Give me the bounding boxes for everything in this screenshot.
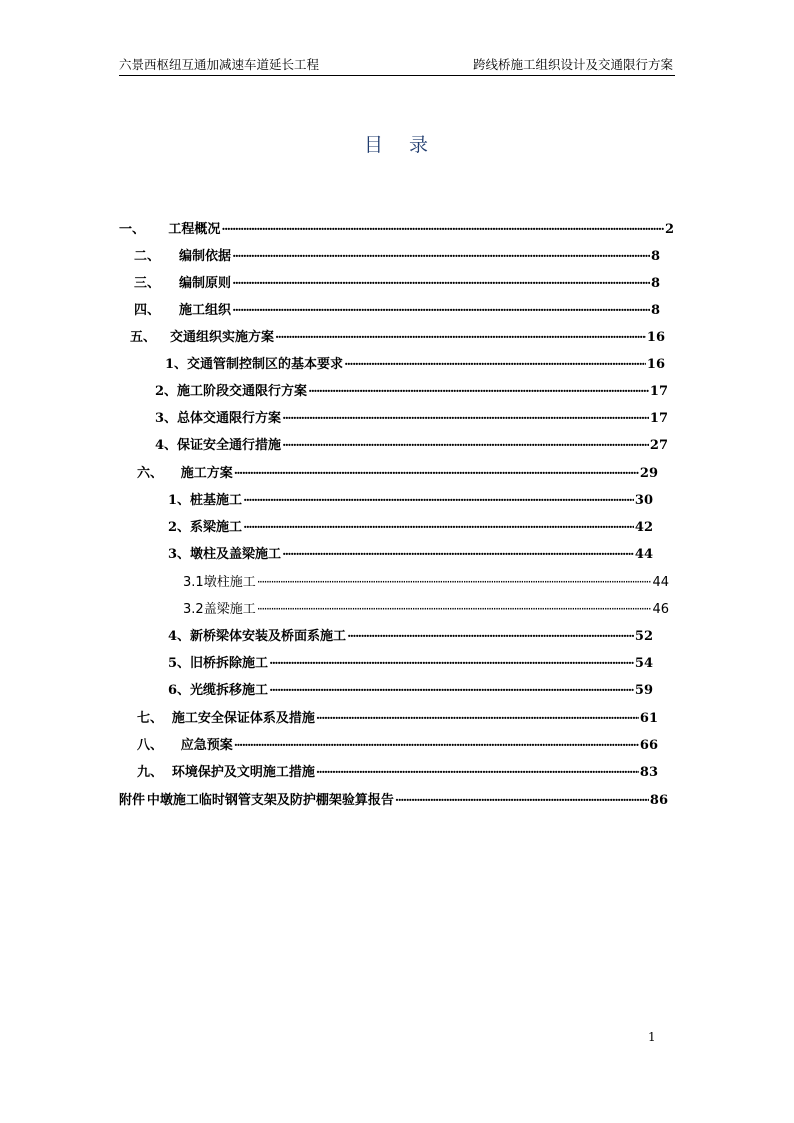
toc-entry-leader (316, 764, 639, 780)
toc-entry-text: 施工安全保证体系及措施 (171, 711, 315, 726)
toc-entry-leader (232, 275, 650, 291)
toc-entry-page: 54 (634, 656, 653, 671)
toc-entry-text: 施工方案 (180, 466, 233, 481)
toc-entry-text: 墩柱施工 (203, 575, 256, 590)
toc-entry-text: 施工组织 (179, 303, 232, 318)
toc-entry-text: 光缆拆移施工 (190, 683, 269, 698)
toc-entry-text: 交通管制控制区的基本要求 (187, 357, 344, 372)
toc-entry-text: 保证安全通行措施 (177, 438, 282, 453)
toc-entry-text: 编制依据 (179, 249, 232, 264)
toc-entry-page: 16 (646, 330, 665, 345)
toc-entry-text: 应急预案 (180, 738, 233, 753)
toc-entry-leader (257, 574, 652, 590)
toc-entry-text: 交通组织实施方案 (169, 330, 274, 345)
toc-entry-text: 施工阶段交通限行方案 (177, 384, 308, 399)
toc-entry-page: 16 (646, 357, 665, 372)
toc-entry-page: 52 (634, 629, 653, 644)
toc-entry-leader (269, 682, 634, 698)
toc-entry-number: 六、 (137, 466, 164, 481)
toc-entry-page: 42 (634, 520, 653, 535)
toc-entry-number: 3、 (155, 411, 178, 426)
toc-entry-number: 4、 (155, 438, 178, 453)
page-header (119, 58, 675, 76)
toc-entry-leader (282, 546, 634, 562)
toc-entry-page: 8 (650, 249, 660, 264)
toc-entry-text: 墩柱及盖梁施工 (190, 547, 282, 562)
toc-entry-leader (221, 221, 664, 237)
toc-entry[interactable] (119, 792, 668, 809)
toc-entry[interactable] (137, 764, 658, 781)
toc-entry-text: 中墩施工临时钢管支架及防护棚架验算报告 (146, 793, 394, 808)
toc-entry[interactable] (168, 682, 653, 699)
header-project-name: 六景西枢纽互通加减速车道延长工程 (119, 57, 320, 72)
toc-entry-text: 盖梁施工 (203, 602, 256, 617)
toc-entry-leader (282, 410, 649, 426)
toc-entry-text: 旧桥拆除施工 (190, 656, 269, 671)
toc-entry-leader (257, 601, 652, 617)
toc-entry[interactable] (134, 275, 660, 292)
toc-entry-page: 83 (639, 765, 658, 780)
toc-entry-text: 环境保护及文明施工措施 (171, 765, 315, 780)
header-document-name: 跨线桥施工组织设计及交通限行方案 (472, 57, 673, 72)
toc-entry-leader (232, 248, 650, 264)
toc-entry-text: 编制原则 (179, 276, 232, 291)
toc-entry-page: 17 (649, 384, 668, 399)
toc-entry-leader (282, 437, 649, 453)
toc-entry-leader (316, 710, 639, 726)
toc-entry-number: 3.1 (183, 575, 204, 590)
toc-entry-leader (234, 737, 639, 753)
toc-entry-page: 8 (650, 276, 660, 291)
toc-entry[interactable] (183, 601, 669, 618)
toc-entry-number: 5、 (168, 656, 191, 671)
toc-entry[interactable] (168, 519, 653, 536)
toc-entry-leader (275, 329, 646, 345)
page-number: 1 (648, 1030, 656, 1044)
toc-entry[interactable] (137, 737, 658, 754)
toc-entry[interactable] (165, 356, 665, 373)
toc-entry-leader (232, 302, 650, 318)
toc-entry-leader (308, 383, 649, 399)
toc-entry-page: 44 (652, 575, 669, 590)
toc-entry-number: 2、 (155, 384, 178, 399)
toc-entry[interactable] (137, 710, 658, 727)
toc-entry[interactable] (137, 465, 658, 482)
toc-entry-leader (395, 792, 649, 808)
toc-entry-page: 59 (634, 683, 653, 698)
toc-entry-leader (234, 465, 639, 481)
toc-entry-number: 6、 (168, 683, 191, 698)
toc-entry-number: 1、 (165, 357, 188, 372)
toc-entry-number: 二、 (134, 249, 161, 264)
toc-entry-number: 三、 (134, 276, 161, 291)
toc-entry[interactable] (155, 410, 668, 427)
toc-title: 目 录 (363, 134, 439, 156)
toc-entry[interactable] (155, 383, 668, 400)
toc-entry-number: 四、 (134, 303, 161, 318)
toc-entry-number: 3.2 (183, 602, 204, 617)
toc-entry-number: 五、 (130, 330, 157, 345)
toc-entry-leader (243, 519, 634, 535)
toc-entry-leader (344, 356, 646, 372)
toc-entry-text: 系梁施工 (190, 520, 243, 535)
toc-entry-page: 61 (639, 711, 658, 726)
toc-entry-page: 86 (649, 793, 668, 808)
toc-entry[interactable] (134, 248, 660, 265)
toc-entry-page: 44 (634, 547, 653, 562)
toc-entry[interactable] (183, 574, 669, 591)
toc-entry-number: 3、 (168, 547, 191, 562)
toc-entry-number: 1、 (168, 493, 191, 508)
toc-entry-leader (269, 655, 634, 671)
toc-entry-number: 4、 (168, 629, 191, 644)
toc-entry-page: 66 (639, 738, 658, 753)
toc-entry-leader (243, 492, 634, 508)
toc-entry-leader (347, 628, 634, 644)
toc-entry-page: 2 (664, 222, 674, 237)
toc-entry-number: 九、 (137, 765, 164, 780)
toc-entry[interactable] (168, 628, 653, 645)
toc-entry-text: 桩基施工 (190, 493, 243, 508)
toc-entry[interactable] (119, 221, 674, 238)
toc-entry[interactable] (155, 437, 668, 454)
toc-entry-number: 七、 (137, 711, 164, 726)
toc-entry-text: 工程概况 (168, 222, 221, 237)
toc-entry-page: 27 (649, 438, 668, 453)
toc-entry[interactable] (168, 546, 653, 563)
toc-entry-page: 17 (649, 411, 668, 426)
toc-entry-text: 新桥梁体安装及桥面系施工 (190, 629, 347, 644)
toc-entry-page: 46 (652, 602, 669, 617)
toc-entry-page: 30 (634, 493, 653, 508)
toc-entry-number: 一、 (119, 222, 146, 237)
toc-entry-text: 总体交通限行方案 (177, 411, 282, 426)
toc-entry-number: 八、 (137, 738, 164, 753)
toc-entry[interactable] (168, 492, 653, 509)
toc-entry-page: 29 (639, 466, 658, 481)
toc-entry-number: 附件 (119, 793, 146, 808)
toc-entry-page: 8 (650, 303, 660, 318)
toc-entry[interactable] (130, 329, 665, 346)
toc-entry-number: 2、 (168, 520, 191, 535)
toc-entry[interactable] (134, 302, 660, 319)
toc-entry[interactable] (168, 655, 653, 672)
